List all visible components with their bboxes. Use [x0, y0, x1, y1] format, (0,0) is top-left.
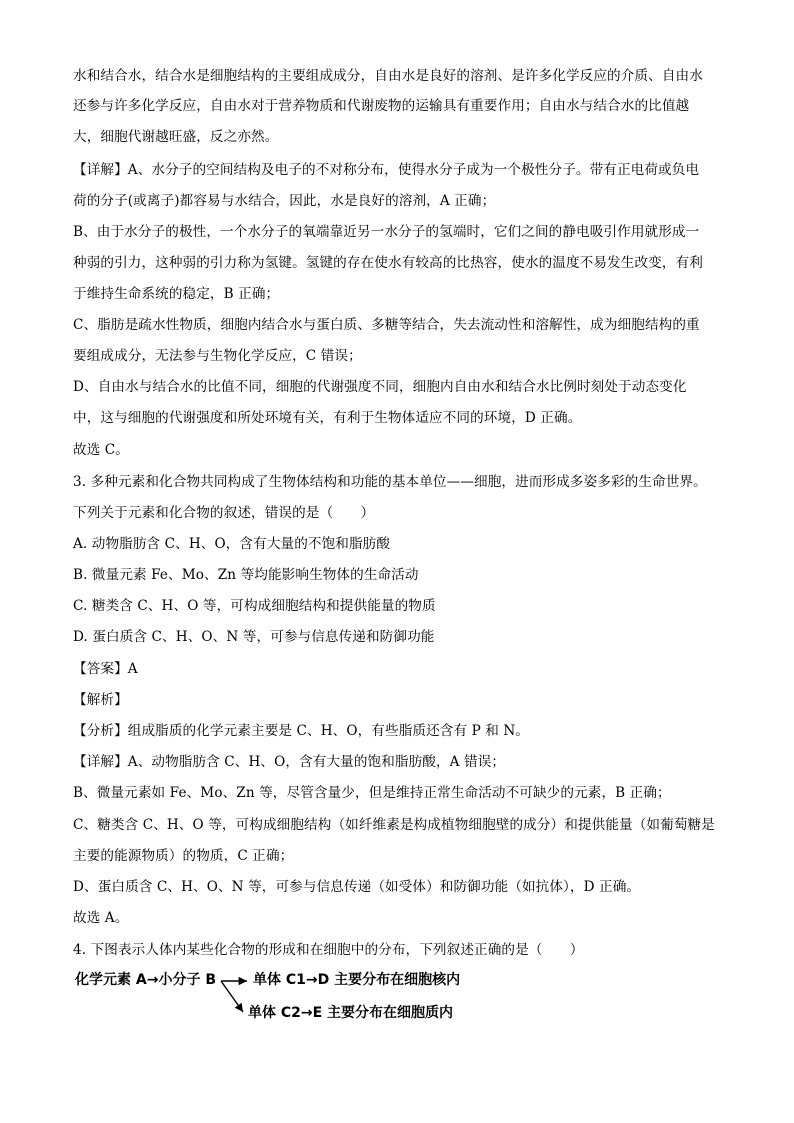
question-4-stem: 4. 下图表示人体内某些化合物的形成和在细胞中的分布，下列叙述正确的是（ ）: [73, 942, 584, 958]
analysis-label: 【解析】: [73, 692, 128, 708]
question-3-stem: 下列关于元素和化合物的叙述，错误的是（ ）: [73, 505, 375, 521]
text-line: 故选 C。: [73, 442, 130, 458]
question-3-stem: 3. 多种元素和化合物共同构成了生物体结构和功能的基本单位——细胞，进而形成多姿多彩的生命世界。: [73, 474, 707, 490]
option-b: B. 微量元素 Fe、Mo、Zn 等均能影响生物体的生命活动: [73, 567, 419, 583]
text-line: 要组成成分，无法参与生物化学反应，C 错误；: [73, 348, 362, 364]
arrow-to-c2: [221, 981, 243, 1012]
text-line: 于维持生命系统的稳定，B 正确；: [73, 286, 280, 302]
diagram-left-text: 化学元素 A→小分子 B: [75, 972, 216, 988]
text-line: 水和结合水，结合水是细胞结构的主要组成成分，自由水是良好的溶剂、是许多化学反应的介质、自由水: [73, 68, 703, 84]
option-a: A. 动物脂肪含 C、H、O，含有大量的不饱和脂肪酸: [73, 536, 391, 552]
text-line: D、蛋白质含 C、H、O、N 等，可参与信息传递（如受体）和防御功能（如抗体），D 正确。: [73, 879, 641, 895]
text-line: 故选 A。: [73, 910, 129, 926]
text-line: D、自由水与结合水的比值不同，细胞的代谢强度不同，细胞内自由水和结合水比例时刻处于动态变化: [73, 379, 687, 395]
text-line: C、糖类含 C、H、O 等，可构成细胞结构（如纤维素是构成植物细胞壁的成分）和提供能量（如葡萄糖是: [73, 817, 715, 833]
option-c: C. 糖类含 C、H、O 等，可构成细胞结构和提供能量的物质: [73, 598, 436, 614]
compound-formation-diagram: [73, 960, 723, 1040]
text-line: 荷的分子(或离子)都容易与水结合，因此，水是良好的溶剂，A 正确；: [73, 193, 496, 209]
text-line: 【详解】A、动物脂肪含 C、H、O，含有大量的饱和脂肪酸，A 错误；: [73, 754, 506, 770]
text-line: 【分析】组成脂质的化学元素主要是 C、H、O，有些脂质还含有 P 和 N。: [73, 723, 530, 739]
text-line: B、由于水分子的极性，一个水分子的氧端靠近另一水分子的氢端时，它们之间的静电吸引作用就形成一: [73, 224, 700, 240]
answer-label: 【答案】A: [73, 661, 138, 677]
option-d: D. 蛋白质含 C、H、O、N 等，可参与信息传递和防御功能: [73, 629, 435, 645]
diagram-arrows: [73, 960, 723, 1040]
text-line: 种弱的引力，这种弱的引力称为氢键。氢键的存在使水有较高的比热容，使水的温度不易发生改变，有利: [73, 255, 703, 271]
text-line: B、微量元素如 Fe、Mo、Zn 等，尽管含量少，但是维持正常生命活动不可缺少的元素，B 正确；: [73, 785, 671, 801]
text-line: 【详解】A、水分子的空间结构及电子的不对称分布，使得水分子成为一个极性分子。带有正电荷或负电: [73, 162, 700, 178]
text-line: 中，这与细胞的代谢强度和所处环境有关，有利于生物体适应不同的环境，D 正确。: [73, 410, 582, 426]
text-line: 主要的能源物质）的物质，C 正确；: [73, 848, 294, 864]
text-line: 大，细胞代谢越旺盛，反之亦然。: [73, 129, 279, 145]
text-line: C、脂肪是疏水性物质，细胞内结合水与蛋白质、多糖等结合，失去流动性和溶解性，成为细胞结构的重: [73, 317, 700, 333]
text-line: 还参与许多化学反应，自由水对于营养物质和代谢废物的运输具有重要作用；自由水与结合水的比值越: [73, 98, 690, 114]
diagram-bottom-branch: 单体 C2→E 主要分布在细胞质内: [248, 1005, 454, 1021]
diagram-top-branch: 单体 C1→D 主要分布在细胞核内: [253, 972, 461, 988]
